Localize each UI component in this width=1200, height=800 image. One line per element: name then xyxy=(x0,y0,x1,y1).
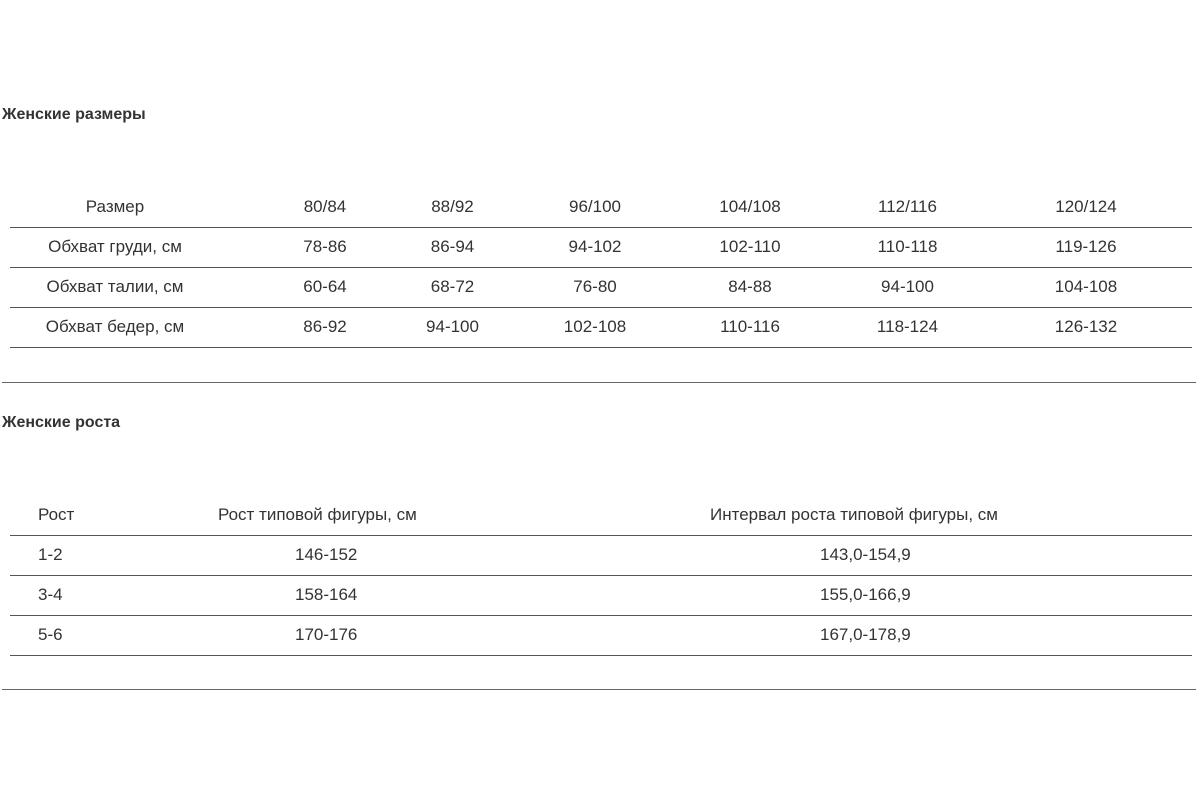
table-cell: 102-110 xyxy=(665,227,835,267)
heights-header-cell: Рост типовой фигуры, см xyxy=(130,495,530,535)
table-cell: 118-124 xyxy=(835,307,980,347)
table-cell: 86-94 xyxy=(380,227,525,267)
section-divider xyxy=(2,382,1196,383)
sizes-header-cell: Размер xyxy=(10,187,270,227)
table-row xyxy=(10,575,1192,615)
table-row xyxy=(10,267,1192,307)
table-cell: 146-152 xyxy=(130,535,530,575)
heights-section-title: Женские роста xyxy=(2,414,121,431)
table-cell: 158-164 xyxy=(130,575,530,615)
table-cell: 1-2 xyxy=(10,535,130,575)
measure-label-cell: Обхват груди, см xyxy=(10,227,270,267)
table-cell: 110-118 xyxy=(835,227,980,267)
heights-table xyxy=(10,495,1192,656)
table-row xyxy=(10,535,1192,575)
table-cell: 167,0-178,9 xyxy=(530,615,1192,655)
table-cell: 5-6 xyxy=(10,615,130,655)
table-cell: 76-80 xyxy=(525,267,665,307)
table-cell: 84-88 xyxy=(665,267,835,307)
sizes-header-cell: 120/124 xyxy=(980,187,1192,227)
table-row xyxy=(10,227,1192,267)
measure-label-cell: Обхват талии, см xyxy=(10,267,270,307)
sizes-header-cell: 88/92 xyxy=(380,187,525,227)
heights-header-cell: Интервал роста типовой фигуры, см xyxy=(530,495,1192,535)
sizes-header-cell: 104/108 xyxy=(665,187,835,227)
table-row xyxy=(10,615,1192,655)
table-cell: 78-86 xyxy=(270,227,380,267)
heights-header-row xyxy=(10,495,1192,535)
table-cell: 143,0-154,9 xyxy=(530,535,1192,575)
table-cell: 126-132 xyxy=(980,307,1192,347)
table-cell: 3-4 xyxy=(10,575,130,615)
table-cell: 60-64 xyxy=(270,267,380,307)
sizes-table xyxy=(10,187,1192,348)
heights-header-cell: Рост xyxy=(10,495,130,535)
sizes-header-cell: 80/84 xyxy=(270,187,380,227)
table-cell: 86-92 xyxy=(270,307,380,347)
table-cell: 94-102 xyxy=(525,227,665,267)
section-divider xyxy=(2,689,1196,690)
sizes-section-title: Женские размеры xyxy=(2,106,146,123)
table-cell: 110-116 xyxy=(665,307,835,347)
measure-label-cell: Обхват бедер, см xyxy=(10,307,270,347)
table-cell: 155,0-166,9 xyxy=(530,575,1192,615)
table-cell: 94-100 xyxy=(835,267,980,307)
table-cell: 119-126 xyxy=(980,227,1192,267)
table-cell: 102-108 xyxy=(525,307,665,347)
sizes-header-cell: 96/100 xyxy=(525,187,665,227)
table-cell: 68-72 xyxy=(380,267,525,307)
table-cell: 104-108 xyxy=(980,267,1192,307)
sizes-header-cell: 112/116 xyxy=(835,187,980,227)
sizes-header-row xyxy=(10,187,1192,227)
table-cell: 170-176 xyxy=(130,615,530,655)
table-cell: 94-100 xyxy=(380,307,525,347)
table-row xyxy=(10,307,1192,347)
